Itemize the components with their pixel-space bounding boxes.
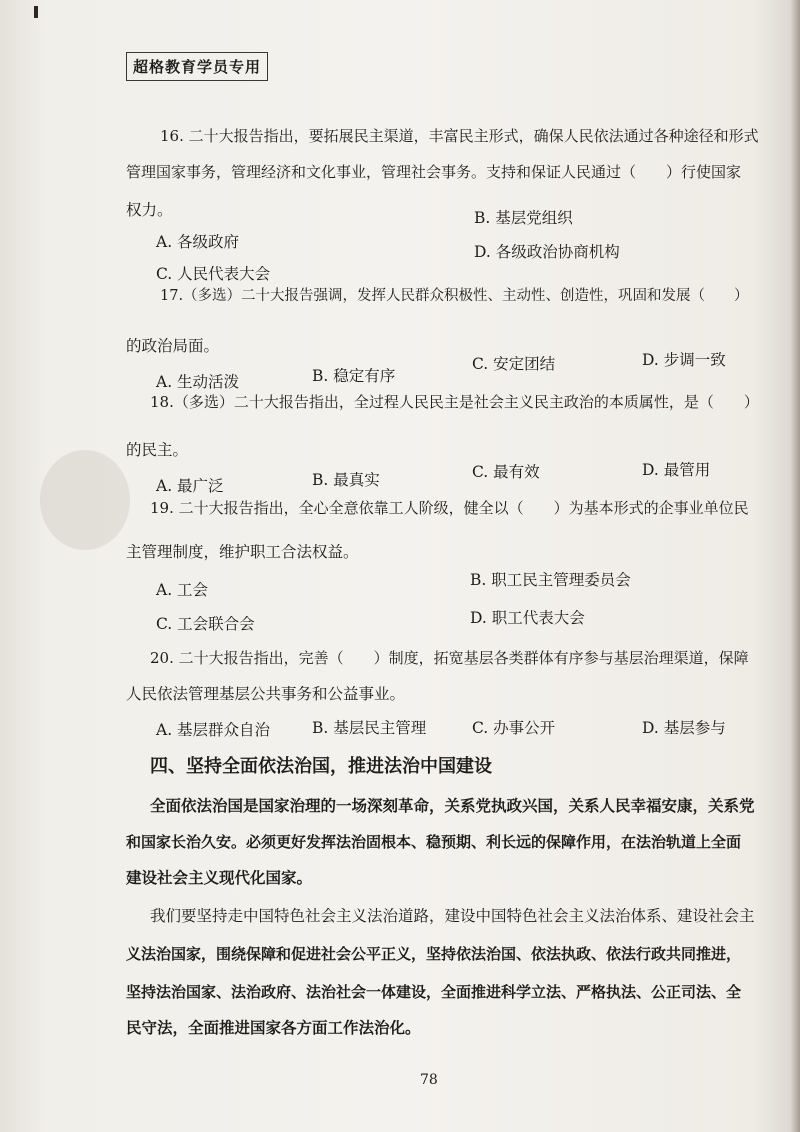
page-spine-shadow xyxy=(790,0,800,1132)
para2-line-4: 民守法，全面推进国家各方面工作法治化。 xyxy=(126,1018,421,1037)
q16-option-c: C. 人民代表大会 xyxy=(156,265,271,283)
q16-line-2: 管理国家事务，管理经济和文化事业，管理社会事务。支持和保证人民通过（ ）行使国家 xyxy=(126,163,742,181)
q19-option-d: D. 职工代表大会 xyxy=(470,609,585,627)
q17-option-b: B. 稳定有序 xyxy=(312,367,396,385)
q18-option-c: C. 最有效 xyxy=(472,463,540,481)
para2-line-1: 我们要坚持走中国特色社会主义法治道路，建设中国特色社会主义法治体系、建设社会主 xyxy=(150,907,755,925)
q16-option-d: D. 各级政治协商机构 xyxy=(474,243,620,261)
owner-stamp: 超格教育学员专用 xyxy=(126,52,268,81)
q20-line-1: 20. 二十大报告指出，完善（ ）制度，拓宽基层各类群体有序参与基层治理渠道，保障 xyxy=(150,649,749,667)
q19-option-a: A. 工会 xyxy=(156,581,209,599)
q18-line-1: 18.（多选）二十大报告指出，全过程人民民主是社会主义民主政治的本质属性，是（ ） xyxy=(150,393,759,411)
para1-line-2: 和国家长治久安。必须更好发挥法治固根本、稳预期、利长远的保障作用，在法治轨道上全面 xyxy=(126,833,742,851)
q16-option-b: B. 基层党组织 xyxy=(474,209,573,227)
q16-line-1: 16. 二十大报告指出，要拓展民主渠道，丰富民主形式，确保人民依法通过各种途径和形式 xyxy=(160,127,759,145)
q18-line-2: 的民主。 xyxy=(126,441,189,459)
q16-option-a: A. 各级政府 xyxy=(156,233,240,251)
corner-mark xyxy=(34,6,38,18)
q17-line-2: 的政治局面。 xyxy=(126,337,220,355)
para2-line-3: 坚持法治国家、法治政府、法治社会一体建设，全面推进科学立法、严格执法、公正司法、全 xyxy=(126,983,742,1001)
q17-option-d: D. 步调一致 xyxy=(642,351,726,369)
para1-line-1: 全面依法治国是国家治理的一场深刻革命，关系党执政兴国，关系人民幸福安康，关系党 xyxy=(150,796,755,815)
q19-line-2: 主管理制度，维护职工合法权益。 xyxy=(126,543,359,561)
q18-option-a: A. 最广泛 xyxy=(156,477,224,495)
para2-line-2: 义法治国家，围绕保障和促进社会公平正义，坚持依法治国、依法执政、依法行政共同推进， xyxy=(126,945,742,963)
q20-option-b: B. 基层民主管理 xyxy=(312,719,427,737)
q20-line-2: 人民依法管理基层公共事务和公益事业。 xyxy=(126,685,406,703)
q17-option-c: C. 安定团结 xyxy=(472,355,556,373)
q19-option-c: C. 工会联合会 xyxy=(156,615,255,633)
q20-option-c: C. 办事公开 xyxy=(472,719,556,737)
q17-line-1: 17.（多选）二十大报告强调，发挥人民群众积极性、主动性、创造性，巩固和发展（ ） xyxy=(160,288,749,304)
q18-option-b: B. 最真实 xyxy=(312,471,380,489)
section-heading: 四、坚持全面依法治国，推进法治中国建设 xyxy=(150,756,492,777)
q20-option-a: A. 基层群众自治 xyxy=(156,721,271,739)
page-number: 78 xyxy=(420,1072,438,1088)
q20-option-d: D. 基层参与 xyxy=(642,719,726,737)
bleed-through-shadow xyxy=(40,450,130,550)
q16-line-3: 权力。 xyxy=(126,201,173,219)
q17-option-a: A. 生动活泼 xyxy=(156,373,240,391)
q18-option-d: D. 最管用 xyxy=(642,461,711,479)
q19-option-b: B. 职工民主管理委员会 xyxy=(470,571,631,589)
para1-line-3: 建设社会主义现代化国家。 xyxy=(126,868,313,887)
q19-line-1: 19. 二十大报告指出，全心全意依靠工人阶级，健全以（ ）为基本形式的企事业单位民 xyxy=(150,499,749,517)
